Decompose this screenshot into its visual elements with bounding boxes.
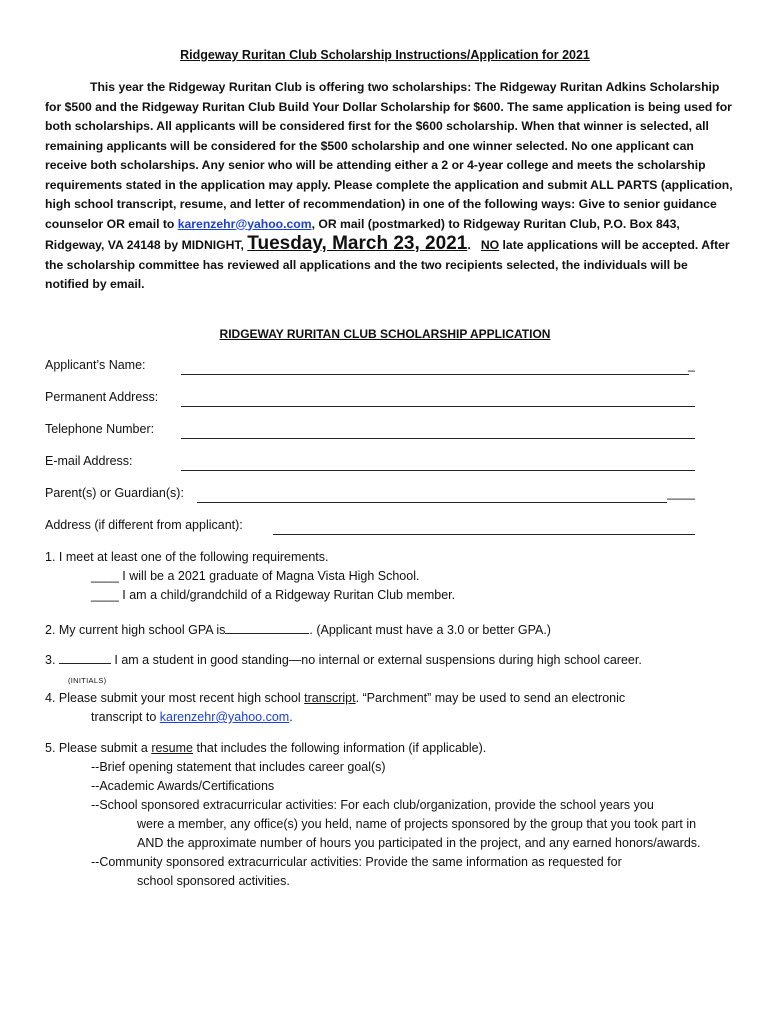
option-1-text: I will be a 2021 graduate of Magna Vista High School. (118, 569, 420, 583)
question-4 (45, 689, 735, 727)
deadline-period: . (467, 238, 471, 252)
question-2 (45, 620, 735, 640)
email-label: E-mail Address: (45, 454, 133, 468)
option-2-blank[interactable]: ____ (91, 588, 119, 602)
resume-item-community: --Community sponsored extracurricular activities: Provide the same information as requested for (91, 855, 622, 869)
application-title: RIDGEWAY RURITAN CLUB SCHOLARSHIP APPLICATION (219, 327, 551, 341)
permanent-address-row (45, 390, 695, 410)
email-row (45, 454, 695, 474)
gpa-requirement: . (Applicant must have a 3.0 or better GPA.) (309, 623, 551, 637)
transcript-word: transcript (304, 691, 356, 705)
question-5 (45, 739, 735, 891)
transcript-to: transcript to (91, 710, 160, 724)
question-5-tail: that includes the following information (if applicable). (193, 741, 487, 755)
email-input[interactable] (181, 452, 695, 471)
question-3-number: 3. (45, 653, 59, 667)
deadline-date: Tuesday, March 23, 2021 (247, 233, 468, 254)
parchment-note: . “Parchment” may be used to send an electronic (355, 691, 626, 705)
parents-tail: ____ (667, 486, 695, 500)
parents-input[interactable] (197, 484, 667, 503)
question-1-text: 1. I meet at least one of the following requirements. (45, 550, 329, 564)
alt-address-label: Address (if different from applicant): (45, 518, 243, 532)
applicant-name-row (45, 358, 695, 378)
parents-row (45, 486, 695, 506)
resume-item-community-cont: school sponsored activities. (137, 874, 290, 888)
applicant-name-tail: _ (688, 358, 695, 372)
applicant-name-label: Applicant’s Name: (45, 358, 146, 372)
option-2-text: I am a child/grandchild of a Ridgeway Ruritan Club member. (118, 588, 456, 602)
email-link[interactable]: karenzehr@yahoo.com (177, 216, 312, 231)
permanent-address-label: Permanent Address: (45, 390, 159, 404)
intro-text-3: late applications will be accepted. After the scholarship committee has reviewed all applications and the two recipients selected, the individuals will be notified by email. (45, 238, 730, 291)
transcript-period: . (289, 710, 293, 724)
telephone-input[interactable] (181, 420, 695, 439)
initials-caption: (INITIALS) (68, 676, 107, 685)
gpa-input[interactable] (225, 620, 309, 634)
no-emphasis: NO (480, 238, 500, 252)
question-3 (45, 650, 735, 670)
alt-address-input[interactable] (273, 516, 695, 535)
question-4-text: 4. Please submit your most recent high school (45, 691, 305, 705)
question-1 (45, 548, 735, 605)
intro-text-2: , OR mail (postmarked) to Ridgeway Ruritan Club, P.O. Box 843, Ridgeway, VA 24148 by MIDNIGHT, (45, 216, 680, 252)
telephone-row (45, 422, 695, 442)
question-1-option-2 (45, 586, 735, 605)
intro-text-1: This year the Ridgeway Ruritan Club is offering two scholarships: The Ridgeway Ruritan Adkins Scholarship for $500 and the Ridgeway Ruritan Club Build Your Dollar Scholarship for $600. The same application is being used for both scholarships. All applicants will be considered first for the $600 scholarship. When that winner is selected, all remaining applicants will be considered for the $500 scholarship and one winner selected. No one applicant can receive both scholarships. Any senior who will be attending either a 2 or 4-year college and meets the scholarship requirements stated in the application may apply. Please complete the application and submit ALL PARTS (application, high school transcript, resume, and letter of recommendation) in one of the following ways: Give to senior guidance counselor OR email to (45, 80, 733, 231)
good-standing-text: I am a student in good standing—no internal or external suspensions during high school career. (110, 653, 642, 667)
question-5-text: 5. Please submit a (45, 741, 152, 755)
resume-item-goal: --Brief opening statement that includes career goal(s) (91, 760, 386, 774)
gpa-label: 2. My current high school GPA is (45, 623, 226, 637)
resume-item-awards: --Academic Awards/Certifications (91, 779, 275, 793)
document-title: Ridgeway Ruritan Club Scholarship Instructions/Application for 2021 (180, 48, 590, 62)
intro-paragraph (45, 78, 735, 295)
telephone-label: Telephone Number: (45, 422, 155, 436)
parents-label: Parent(s) or Guardian(s): (45, 486, 184, 500)
resume-word: resume (151, 741, 193, 755)
resume-item-school-cont: were a member, any office(s) you held, name of projects sponsored by the group that you took part in AND the approximate number of hours you participated in the project, and any earned honors/awards. (137, 817, 701, 850)
initials-input[interactable] (59, 650, 111, 664)
applicant-name-input[interactable] (181, 356, 689, 375)
permanent-address-input[interactable] (181, 388, 695, 407)
alt-address-row (45, 518, 695, 538)
resume-item-school: --School sponsored extracurricular activities: For each club/organization, provide the school years you (91, 798, 654, 812)
question-1-option-1 (45, 567, 735, 586)
transcript-email-link[interactable]: karenzehr@yahoo.com (159, 710, 290, 724)
option-1-blank[interactable]: ____ (91, 569, 119, 583)
